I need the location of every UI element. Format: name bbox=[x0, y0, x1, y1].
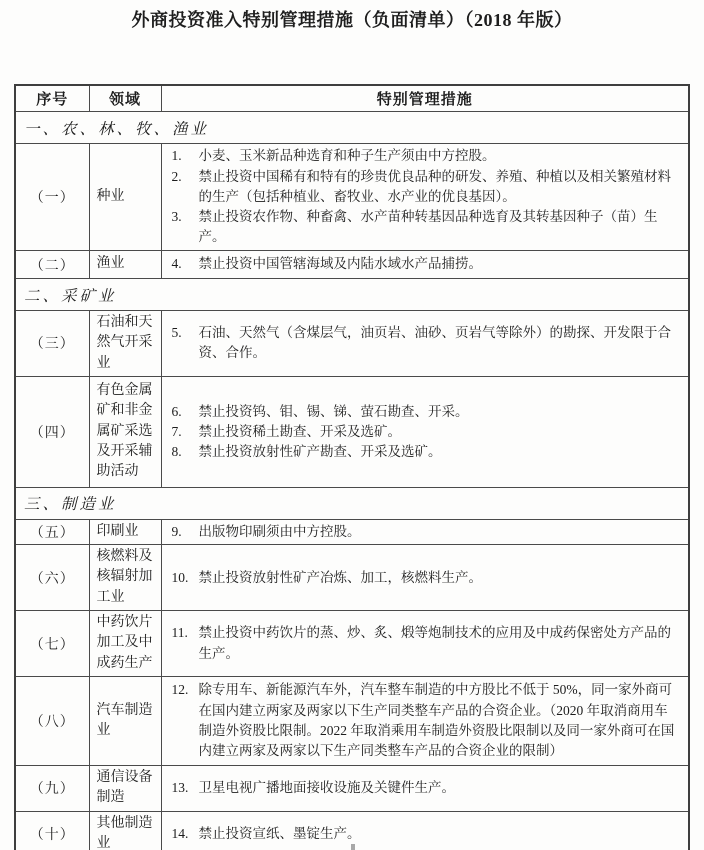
row-number-cell: （一） bbox=[15, 144, 89, 251]
measures-cell bbox=[161, 376, 689, 487]
measure-item-text: 小麦、玉米新品种选育和种子生产须由中方控股。 bbox=[198, 148, 496, 164]
measure-item-number: 3. bbox=[171, 209, 182, 225]
measure-item bbox=[172, 680, 681, 761]
measures-cell bbox=[161, 251, 689, 279]
measure-item bbox=[172, 146, 681, 166]
row-number-cell: （五） bbox=[15, 519, 89, 544]
measure-item-text: 石油、天然气（含煤层气，油页岩、油砂、页岩气等除外）的勘探、开发限于合资、合作。 bbox=[198, 325, 671, 361]
measure-item-text: 禁止投资宣纸、墨锭生产。 bbox=[198, 825, 361, 841]
measures-cell bbox=[161, 519, 689, 544]
section-row bbox=[15, 487, 689, 519]
measure-item-number: 14. bbox=[171, 825, 189, 841]
field-cell: 渔业 bbox=[89, 251, 161, 279]
measure-item-text: 禁止投资农作物、种畜禽、水产苗种转基因品种选育及其转基因种子（苗）生产。 bbox=[198, 209, 658, 245]
page-number-mark bbox=[351, 844, 355, 850]
row-number-cell: （八） bbox=[15, 676, 89, 765]
measure-item-number: 2. bbox=[171, 168, 182, 184]
table-row bbox=[15, 611, 689, 677]
field-cell: 种业 bbox=[89, 144, 161, 251]
measure-item-number: 10. bbox=[171, 569, 189, 585]
row-number-cell: （六） bbox=[15, 545, 89, 611]
measure-item bbox=[172, 402, 681, 422]
field-cell: 中药饮片加工及中成药生产 bbox=[89, 611, 161, 677]
measure-item-number: 1. bbox=[171, 148, 182, 164]
measure-item-text: 禁止投资放射性矿产冶炼、加工，核燃料生产。 bbox=[198, 569, 482, 585]
row-number-cell: （三） bbox=[15, 311, 89, 377]
measure-item-text: 出版物印刷须由中方控股。 bbox=[198, 523, 361, 539]
measures-cell bbox=[161, 545, 689, 611]
page-title: 外商投资准入特别管理措施（负面清单）（2018 年版） bbox=[131, 10, 573, 30]
measure-item-number: 8. bbox=[171, 444, 182, 460]
measure-item bbox=[172, 442, 681, 462]
field-cell: 其他制造业 bbox=[89, 811, 161, 850]
measures-cell bbox=[161, 765, 689, 811]
row-number-cell: （九） bbox=[15, 765, 89, 811]
measure-item-text: 除专用车、新能源汽车外，汽车整车制造的中方股比不低于 50%，同一家外商可在国内建立两家及两家以下生产同类整车产品的合资企业。（2020 年取消商用车制造外资股比限制。2022 年取消乘用车制造外资股比限制以及同一家外商可在国内建立两家及两家以下生产同类整车产品的合资企业的限制） bbox=[198, 682, 675, 759]
field-cell: 印刷业 bbox=[89, 519, 161, 544]
measure-item bbox=[172, 207, 681, 248]
table-row bbox=[15, 676, 689, 765]
negative-list-table bbox=[14, 84, 690, 850]
row-number-cell: （四） bbox=[15, 376, 89, 487]
table-header-row bbox=[15, 85, 689, 112]
row-number-cell: （七） bbox=[15, 611, 89, 677]
measure-item bbox=[172, 522, 681, 542]
measure-item bbox=[172, 778, 681, 798]
table-row bbox=[15, 519, 689, 544]
header-field: 领域 bbox=[89, 85, 161, 112]
section-row bbox=[15, 112, 689, 144]
measure-item-number: 7. bbox=[171, 423, 182, 439]
field-cell: 汽车制造业 bbox=[89, 676, 161, 765]
measure-item-text: 禁止投资中国稀有和特有的珍贵优良品种的研发、养殖、种植以及相关繁殖材料的生产（包括种植业、畜牧业、水产业的优良基因）。 bbox=[198, 168, 671, 204]
measures-cell bbox=[161, 611, 689, 677]
measure-item bbox=[172, 623, 681, 664]
measures-cell bbox=[161, 676, 689, 765]
table-row bbox=[15, 545, 689, 611]
row-number-cell: （二） bbox=[15, 251, 89, 279]
measure-item-number: 12. bbox=[171, 682, 189, 698]
table-row bbox=[15, 376, 689, 487]
header-measures: 特别管理措施 bbox=[161, 85, 689, 112]
measure-item-number: 11. bbox=[171, 625, 188, 641]
section-heading: 二、采矿业 bbox=[15, 279, 689, 311]
measures-cell bbox=[161, 811, 689, 850]
field-cell: 石油和天然气开采业 bbox=[89, 311, 161, 377]
field-cell: 通信设备制造 bbox=[89, 765, 161, 811]
measure-item bbox=[172, 254, 681, 274]
row-number-cell: （十） bbox=[15, 811, 89, 850]
measures-cell bbox=[161, 144, 689, 251]
measure-item-text: 禁止投资稀土勘查、开采及选矿。 bbox=[198, 423, 401, 439]
table-row bbox=[15, 144, 689, 251]
measure-item-text: 禁止投资中国管辖海域及内陆水域水产品捕捞。 bbox=[198, 256, 482, 272]
section-heading: 一、农、林、牧、渔业 bbox=[15, 112, 689, 144]
table-row bbox=[15, 311, 689, 377]
measure-item-text: 禁止投资钨、钼、锡、锑、萤石勘查、开采。 bbox=[198, 403, 469, 419]
measure-item bbox=[172, 568, 681, 588]
measure-item bbox=[172, 824, 681, 844]
measures-cell bbox=[161, 311, 689, 377]
field-cell: 核燃料及核辐射加工业 bbox=[89, 545, 161, 611]
measure-item bbox=[172, 422, 681, 442]
section-row bbox=[15, 279, 689, 311]
measure-item-number: 13. bbox=[171, 780, 189, 796]
measure-item-number: 4. bbox=[171, 256, 182, 272]
measure-item bbox=[172, 323, 681, 364]
section-heading: 三、制造业 bbox=[15, 487, 689, 519]
measure-item-number: 5. bbox=[171, 325, 182, 341]
table-row bbox=[15, 765, 689, 811]
field-cell: 有色金属矿和非金属矿采选及开采辅助活动 bbox=[89, 376, 161, 487]
measure-item-number: 9. bbox=[171, 523, 182, 539]
measure-item-text: 禁止投资中药饮片的蒸、炒、炙、煅等炮制技术的应用及中成药保密处方产品的生产。 bbox=[198, 625, 671, 661]
measure-item-text: 禁止投资放射性矿产勘查、开采及选矿。 bbox=[198, 444, 442, 460]
measure-item-text: 卫星电视广播地面接收设施及关键件生产。 bbox=[198, 780, 455, 796]
header-no: 序号 bbox=[15, 85, 89, 112]
table-row bbox=[15, 251, 689, 279]
measure-item-number: 6. bbox=[171, 403, 182, 419]
measure-item bbox=[172, 167, 681, 208]
